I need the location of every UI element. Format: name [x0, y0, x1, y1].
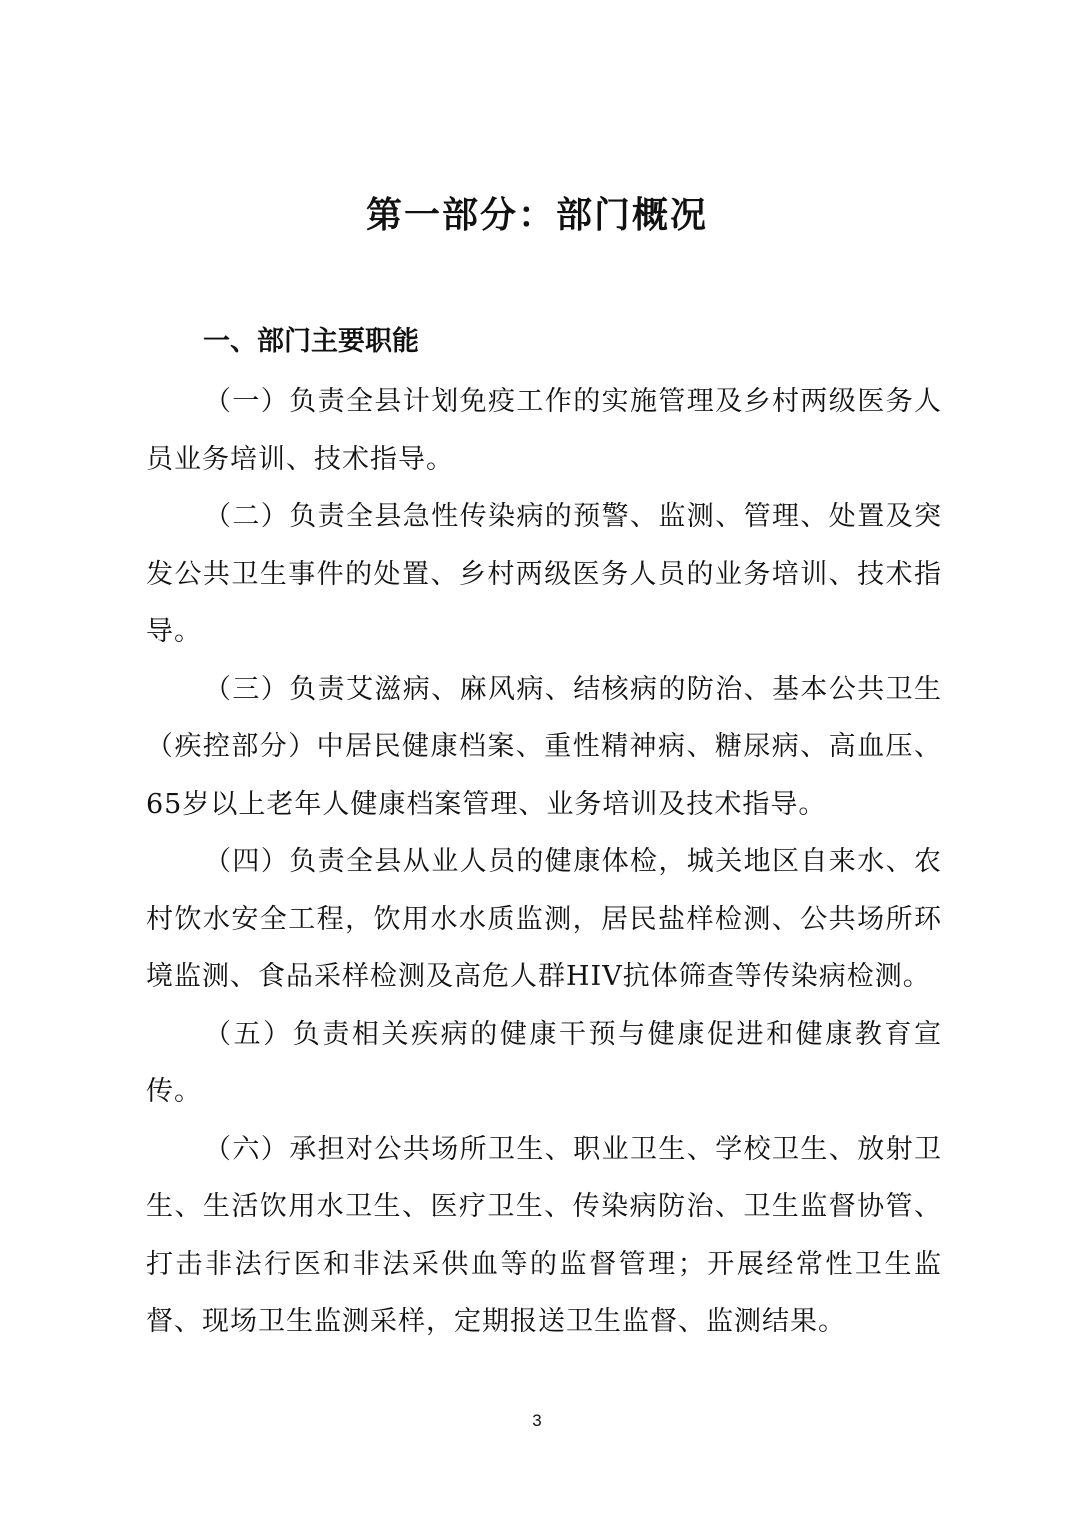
paragraph-5: （五）负责相关疾病的健康干预与健康促进和健康教育宣传。 — [146, 1018, 942, 1107]
paragraph-6: （六）承担对公共场所卫生、职业卫生、学校卫生、放射卫生、生活饮用水卫生、医疗卫生、传染病防治、卫生监督协管、打击非法行医和非法采供血等的监督管理；开展经常性卫生监督、现场卫生监测采样，定期报送卫生监督、监测结果。 — [146, 1133, 942, 1337]
section-heading: 一、部门主要职能 — [203, 326, 419, 357]
paragraph-2: （二）负责全县急性传染病的预警、监测、管理、处置及突发公共卫生事件的处置、乡村两级医务人员的业务培训、技术指导。 — [146, 501, 942, 647]
paragraph-1: （一）负责全县计划免疫工作的实施管理及乡村两级医务人员业务培训、技术指导。 — [146, 386, 942, 475]
paragraph-4: （四）负责全县从业人员的健康体检，城关地区自来水、农村饮水安全工程，饮用水水质监测，居民盐样检测、公共场所环境监测、食品采样检测及高危人群HIV抗体筛查等传染病检测。 — [146, 846, 942, 992]
body-text — [146, 373, 942, 1351]
paragraph-3: （三）负责艾滋病、麻风病、结核病的防治、基本公共卫生（疾控部分）中居民健康档案、重性精神病、糖尿病、高血压、65岁以上老年人健康档案管理、业务培训及技术指导。 — [146, 673, 942, 820]
page-number: 3 — [532, 1411, 542, 1430]
page-title: 第一部分：部门概况 — [365, 195, 708, 236]
